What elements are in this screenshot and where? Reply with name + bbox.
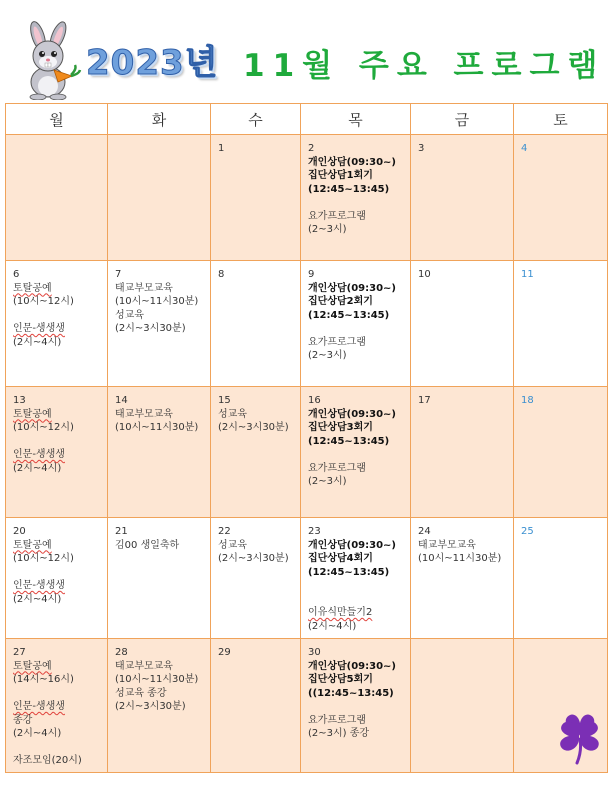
event-line: (12:45~13:45)	[308, 435, 390, 447]
day-cell	[108, 518, 211, 639]
event-line: 성교육	[115, 309, 144, 321]
event-line: 요가프로그램	[308, 336, 366, 348]
event-line	[13, 579, 101, 593]
event-line: (2시~4시)	[13, 336, 62, 348]
event-text: 인문-생생생	[13, 449, 65, 460]
event-line: (2시~4시)	[13, 728, 62, 739]
day-number: 29	[218, 647, 231, 658]
day-number: 9	[308, 269, 315, 280]
weekday-header: 목	[301, 104, 411, 135]
day-number: 27	[13, 647, 26, 658]
day-number: 24	[418, 526, 431, 537]
event-line: 자조모임(20시)	[13, 755, 82, 766]
event-line: 집단상담5회기	[308, 674, 373, 685]
day-cell	[6, 639, 108, 773]
day-cell	[6, 261, 108, 387]
event-text: 토탈공예	[13, 282, 52, 294]
day-number: 8	[218, 269, 225, 280]
event-text: 이유식만들기2	[308, 607, 373, 618]
event-line	[13, 282, 101, 296]
event-line: (10시~12시)	[13, 422, 74, 433]
day-number: 10	[418, 269, 431, 280]
event-line: (2~3시)	[308, 350, 347, 361]
day-number: 17	[418, 395, 431, 406]
blank-line	[13, 741, 101, 755]
event-line: 종강	[13, 714, 33, 726]
event-text: 인문-생생생	[13, 701, 65, 712]
event-line: (12:45~13:45)	[308, 566, 390, 578]
event-line: (12:45~13:45)	[308, 309, 390, 321]
event-line: (14시~16시)	[13, 674, 74, 685]
day-number: 13	[13, 395, 26, 406]
day-cell	[411, 518, 514, 639]
blank-line	[308, 448, 404, 462]
day-cell	[411, 135, 514, 261]
week-row	[6, 387, 608, 518]
day-cell	[301, 639, 411, 773]
day-cell	[514, 518, 608, 639]
day-number: 18	[521, 395, 534, 406]
day-cell	[301, 261, 411, 387]
blank-line	[308, 593, 404, 607]
event-line: 개인상담(09:30~)	[308, 156, 396, 168]
event-line	[13, 448, 101, 462]
day-cell	[211, 135, 301, 261]
event-line	[13, 539, 101, 553]
day-number: 2	[308, 143, 315, 154]
day-number: 4	[521, 143, 528, 154]
blank-line	[13, 309, 101, 323]
event-line: (10시~11시30분)	[418, 553, 502, 564]
week-row	[6, 135, 608, 261]
event-line	[13, 322, 101, 336]
day-cell	[108, 387, 211, 518]
day-cell	[211, 387, 301, 518]
event-line: (10시~11시30분)	[115, 296, 199, 307]
week-row	[6, 639, 608, 773]
event-line: ((12:45~13:45)	[308, 687, 394, 699]
event-line: (2시~3시30분)	[218, 553, 289, 564]
event-line: 집단상담4회기	[308, 553, 373, 564]
week-row	[6, 518, 608, 639]
event-line: 개인상담(09:30~)	[308, 660, 396, 672]
day-number: 30	[308, 647, 321, 658]
event-line: (10시~11시30분)	[115, 422, 199, 433]
day-number: 15	[218, 395, 231, 406]
event-line: 집단상담1회기	[308, 170, 373, 181]
event-line: 요가프로그램	[308, 210, 366, 222]
event-line	[13, 408, 101, 422]
week-row	[6, 261, 608, 387]
event-line: 성교육 종강	[115, 687, 167, 699]
event-line	[13, 660, 101, 674]
purple-clover-icon	[553, 709, 607, 765]
blank-line	[13, 687, 101, 701]
month-title: 11월 주요 프로그램	[243, 48, 606, 84]
blank-line	[308, 700, 404, 714]
weekday-header: 월	[6, 104, 108, 135]
event-text: 인문-생생생	[13, 323, 65, 334]
day-cell	[6, 135, 108, 261]
day-cell	[108, 135, 211, 261]
day-cell	[108, 639, 211, 773]
day-number: 16	[308, 395, 321, 406]
day-number: 3	[418, 143, 425, 154]
event-line: 성교육	[218, 408, 247, 420]
event-line: (2시~3시30분)	[115, 701, 186, 712]
event-line: 개인상담(09:30~)	[308, 539, 396, 551]
day-cell	[6, 387, 108, 518]
day-number: 11	[521, 269, 534, 280]
event-line: (10시~12시)	[13, 553, 74, 564]
blank-line	[308, 322, 404, 336]
event-text: 인문-생생생	[13, 580, 65, 591]
day-number: 28	[115, 647, 128, 658]
day-number: 14	[115, 395, 128, 406]
weekday-header: 수	[211, 104, 301, 135]
event-line: (12:45~13:45)	[308, 183, 390, 195]
event-line: 성교육	[218, 539, 247, 551]
day-number: 7	[115, 269, 122, 280]
event-line: 집단상담3회기	[308, 422, 373, 433]
day-number: 25	[521, 526, 534, 537]
day-number: 6	[13, 269, 20, 280]
weekday-header: 토	[514, 104, 608, 135]
event-line: 김00 생일축하	[115, 539, 180, 551]
event-line: 태교부모교육	[115, 408, 173, 420]
day-number: 22	[218, 526, 231, 537]
event-line: 개인상담(09:30~)	[308, 282, 396, 294]
day-cell	[211, 639, 301, 773]
blank-line	[308, 196, 404, 210]
calendar-table	[5, 103, 608, 773]
day-cell	[108, 261, 211, 387]
day-cell	[6, 518, 108, 639]
event-line: 요가프로그램	[308, 714, 366, 726]
event-line: (2시~4시)	[308, 620, 357, 632]
year-title: 2023년	[86, 43, 219, 83]
event-line: (2~3시)	[308, 224, 347, 235]
event-line: (2~3시) 종강	[308, 728, 370, 739]
rabbit-carrot-icon	[14, 20, 82, 100]
weekday-header: 화	[108, 104, 211, 135]
event-line: (2시~4시)	[13, 462, 62, 474]
page-header	[0, 0, 613, 103]
event-line: (10시~11시30분)	[115, 674, 199, 685]
event-line: (2시~4시)	[13, 593, 62, 605]
event-line	[13, 700, 101, 714]
day-number: 21	[115, 526, 128, 537]
blank-line	[13, 435, 101, 449]
weekday-header-row	[6, 104, 608, 135]
event-line: (2~3시)	[308, 476, 347, 487]
day-number: 23	[308, 526, 321, 537]
event-line: 태교부모교육	[418, 539, 476, 551]
weekday-header: 금	[411, 104, 514, 135]
event-text: 토탈공예	[13, 539, 52, 551]
event-line: (2시~3시30분)	[218, 422, 289, 433]
day-number: 20	[13, 526, 26, 537]
event-text: 토탈공예	[13, 408, 52, 420]
day-cell	[514, 387, 608, 518]
event-line: 태교부모교육	[115, 282, 173, 294]
day-cell	[211, 518, 301, 639]
day-cell	[301, 518, 411, 639]
day-cell	[411, 639, 514, 773]
event-line: 요가프로그램	[308, 462, 366, 474]
event-line: 태교부모교육	[115, 660, 173, 672]
day-cell	[514, 261, 608, 387]
day-number: 1	[218, 143, 225, 154]
event-line: (2시~3시30분)	[115, 323, 186, 334]
day-cell	[301, 387, 411, 518]
day-cell	[411, 261, 514, 387]
event-text: 토탈공예	[13, 660, 52, 672]
blank-line	[308, 579, 404, 593]
event-line: 개인상담(09:30~)	[308, 408, 396, 420]
blank-line	[13, 566, 101, 580]
event-line: 집단상담2회기	[308, 296, 373, 307]
day-cell	[411, 387, 514, 518]
day-cell	[514, 135, 608, 261]
event-line	[308, 606, 404, 620]
event-line: (10시~12시)	[13, 296, 74, 307]
day-cell	[211, 261, 301, 387]
day-cell	[301, 135, 411, 261]
